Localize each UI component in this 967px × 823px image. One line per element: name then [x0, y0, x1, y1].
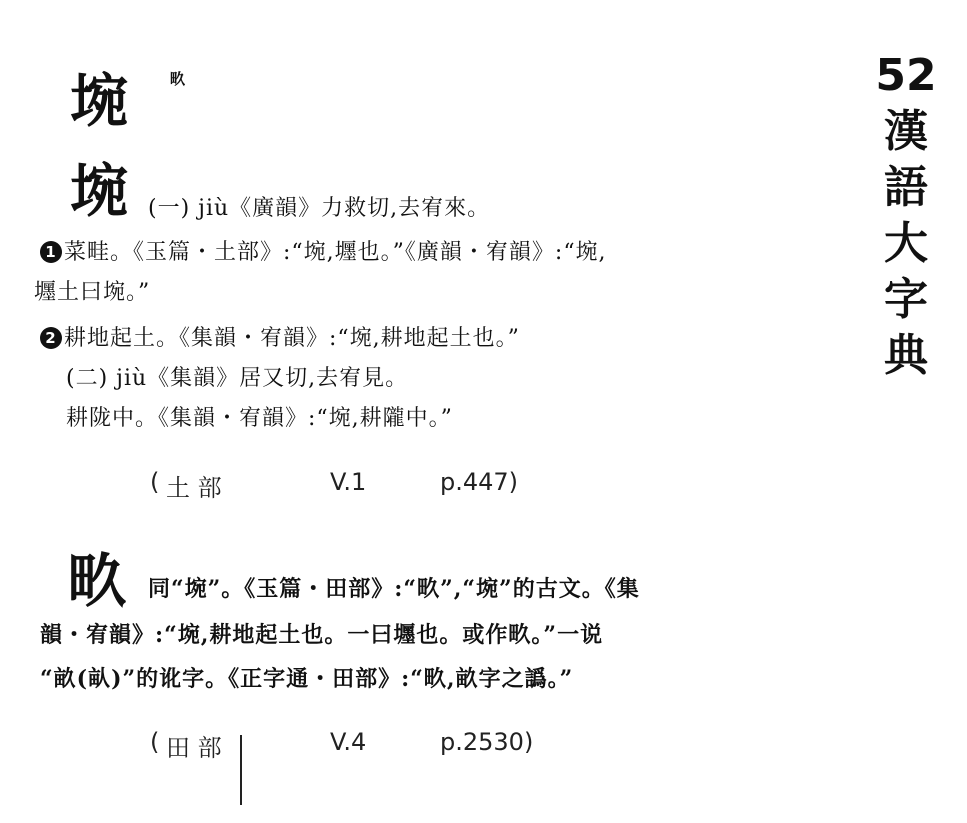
title-char-4: 字	[884, 274, 928, 325]
entry2-head-char: 畂	[68, 547, 127, 615]
sense-number-2: 2	[40, 327, 62, 349]
note2-open: (	[150, 728, 160, 756]
entry2-line2: 韻・宥韻》:“埦,耕地起土也。一曰壥也。或作畂。”一说	[40, 622, 604, 648]
dictionary-title	[875, 48, 937, 384]
note1-volume: V.1	[330, 468, 367, 496]
entry1-head-char-large: 埦	[70, 157, 129, 225]
entry1-sense3: 耕陇中。《集韻・宥韻》:“埦,耕隴中。”	[66, 406, 453, 431]
note1-page: p.447)	[440, 468, 519, 496]
entry1-sense1-line2: 壥土曰埦。”	[34, 280, 151, 305]
entry1-sense2	[40, 326, 520, 352]
note2-radical: 田 部	[166, 734, 222, 762]
entry1-variant: 畂	[170, 70, 186, 88]
entry1-sense1-line1: 菜畦。《玉篇・土部》:“埦,壥也。”《廣韻・宥韻》:“埦,	[64, 240, 607, 265]
note2-volume: V.4	[330, 728, 367, 756]
entry2-line3: “畝(畒)”的讹字。《正字通・田部》:“畂,畝字之譌。”	[40, 666, 574, 692]
title-char-1: 漢	[884, 106, 928, 157]
note2-page: p.2530)	[440, 728, 534, 756]
entry1-sense1	[40, 240, 607, 266]
sense-number-1: 1	[40, 241, 62, 263]
note1-radical: 土 部	[166, 474, 222, 502]
page-number: 52	[875, 50, 937, 101]
handwritten-stroke	[240, 735, 242, 805]
handwritten-reference-1	[150, 468, 570, 508]
entry1-head-char: 埦	[70, 67, 129, 135]
note1-open: (	[150, 468, 160, 496]
entry1-sense2-line: 耕地起土。《集韻・宥韻》:“埦,耕地起土也。”	[64, 326, 520, 351]
title-char-5: 典	[884, 330, 928, 381]
entry1-reading2: (二) jiù《集韻》居又切,去宥見。	[66, 366, 409, 391]
entry1-reading1: (一) jiù《廣韻》力救切,去宥來。	[148, 196, 491, 221]
title-char-3: 大	[884, 218, 928, 269]
handwritten-reference-2	[150, 728, 570, 768]
entry2-line1: 同“埦”。《玉篇・田部》:“畂”,“埦”的古文。《集	[148, 576, 640, 602]
title-char-2: 語	[884, 162, 928, 213]
